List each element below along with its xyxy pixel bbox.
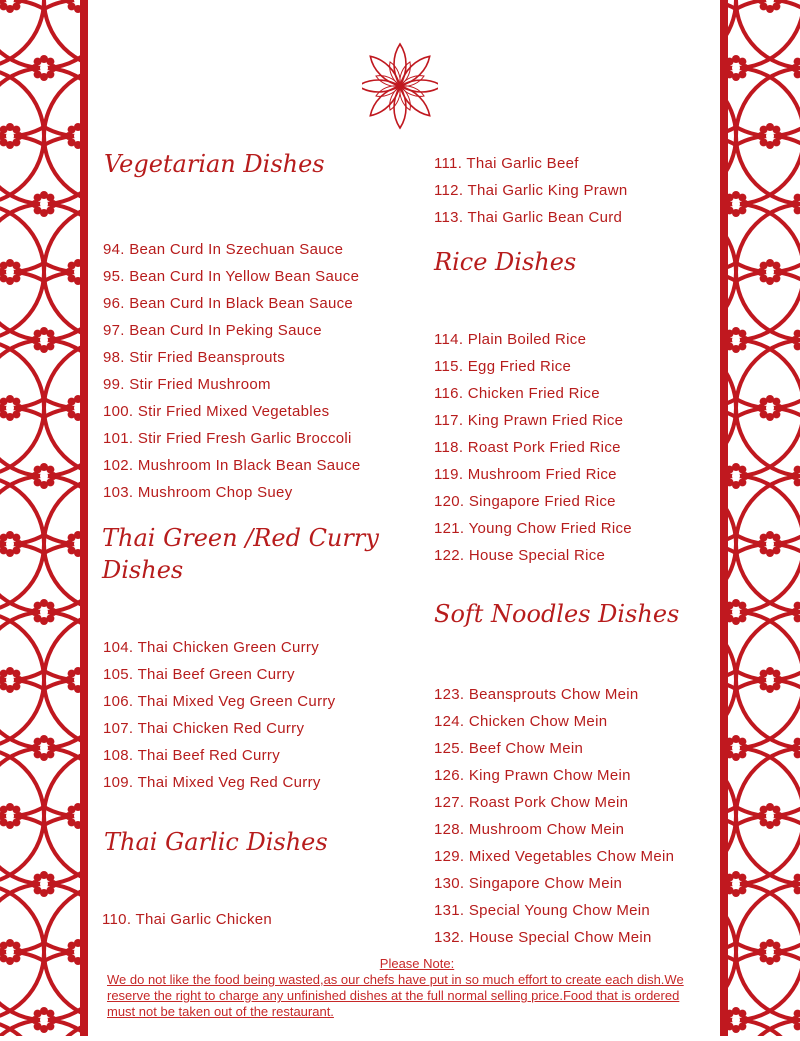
lotus-flower-icon <box>362 40 438 132</box>
list-item: 132. House Special Chow Mein <box>434 929 652 946</box>
list-item: 115. Egg Fried Rice <box>434 358 572 375</box>
thai-curry-list <box>103 634 335 796</box>
section-title-vegetarian: Vegetarian Dishes <box>104 150 325 178</box>
noodles-list <box>434 681 674 951</box>
list-item: 99. Stir Fried Mushroom <box>103 376 271 393</box>
list-item: 125. Beef Chow Mein <box>434 740 584 757</box>
list-item: 104. Thai Chicken Green Curry <box>103 639 320 656</box>
list-item: 106. Thai Mixed Veg Green Curry <box>103 693 336 710</box>
list-item: 108. Thai Beef Red Curry <box>103 747 281 764</box>
vegetarian-list <box>103 236 361 506</box>
thai-garlic-list-left <box>102 906 272 933</box>
left-decorative-border <box>0 0 88 1036</box>
list-item: 114. Plain Boiled Rice <box>434 331 587 348</box>
list-item: 94. Bean Curd In Szechuan Sauce <box>103 241 344 258</box>
list-item: 101. Stir Fried Fresh Garlic Broccoli <box>103 430 352 447</box>
note-title: Please Note: <box>379 956 455 971</box>
note-body: We do not like the food being wasted,as our chefs have put in so much effort to create each dish.We reserve the right to charge any unfinished dishes at the full normal selling price.Food that is ordered must not be taken out of the restaurant. <box>107 972 684 1019</box>
list-item: 109. Thai Mixed Veg Red Curry <box>103 774 321 791</box>
list-item: 100. Stir Fried Mixed Vegetables <box>103 403 330 420</box>
section-title-line: Dishes <box>102 556 184 584</box>
list-item: 120. Singapore Fried Rice <box>434 493 616 510</box>
list-item: 98. Stir Fried Beansprouts <box>103 349 286 366</box>
list-item: 96. Bean Curd In Black Bean Sauce <box>103 295 354 312</box>
list-item: 95. Bean Curd In Yellow Bean Sauce <box>103 268 360 285</box>
circle-pattern-icon <box>0 0 88 1036</box>
list-item: 128. Mushroom Chow Mein <box>434 821 625 838</box>
list-item: 117. King Prawn Fried Rice <box>434 412 624 429</box>
list-item: 121. Young Chow Fried Rice <box>434 520 632 537</box>
lotus-logo <box>362 40 438 132</box>
food-waste-note <box>107 956 707 1020</box>
list-item: 122. House Special Rice <box>434 547 606 564</box>
list-item: 129. Mixed Vegetables Chow Mein <box>434 848 675 865</box>
right-decorative-border <box>720 0 800 1036</box>
circle-pattern-icon <box>720 0 800 1036</box>
list-item: 103. Mushroom Chop Suey <box>103 484 293 501</box>
section-title-thai-curry <box>102 522 379 586</box>
list-item: 112. Thai Garlic King Prawn <box>434 182 628 199</box>
list-item: 131. Special Young Chow Mein <box>434 902 651 919</box>
section-title-rice: Rice Dishes <box>434 248 577 276</box>
rice-list <box>434 326 632 569</box>
list-item: 102. Mushroom In Black Bean Sauce <box>103 457 361 474</box>
list-item: 110. Thai Garlic Chicken <box>102 911 273 928</box>
list-item: 123. Beansprouts Chow Mein <box>434 686 639 703</box>
list-item: 116. Chicken Fried Rice <box>434 385 600 402</box>
section-title-thai-garlic: Thai Garlic Dishes <box>104 828 328 856</box>
list-item: 113. Thai Garlic Bean Curd <box>434 209 623 226</box>
section-title-noodles: Soft Noodles Dishes <box>434 600 680 628</box>
list-item: 118. Roast Pork Fried Rice <box>434 439 621 456</box>
list-item: 126. King Prawn Chow Mein <box>434 767 631 784</box>
list-item: 130. Singapore Chow Mein <box>434 875 623 892</box>
thai-garlic-list-right <box>434 150 627 231</box>
list-item: 97. Bean Curd In Peking Sauce <box>103 322 322 339</box>
section-title-line: Thai Green /Red Curry <box>102 524 379 552</box>
list-item: 127. Roast Pork Chow Mein <box>434 794 629 811</box>
list-item: 119. Mushroom Fried Rice <box>434 466 617 483</box>
list-item: 107. Thai Chicken Red Curry <box>103 720 305 737</box>
list-item: 111. Thai Garlic Beef <box>434 155 579 172</box>
list-item: 124. Chicken Chow Mein <box>434 713 608 730</box>
list-item: 105. Thai Beef Green Curry <box>103 666 295 683</box>
